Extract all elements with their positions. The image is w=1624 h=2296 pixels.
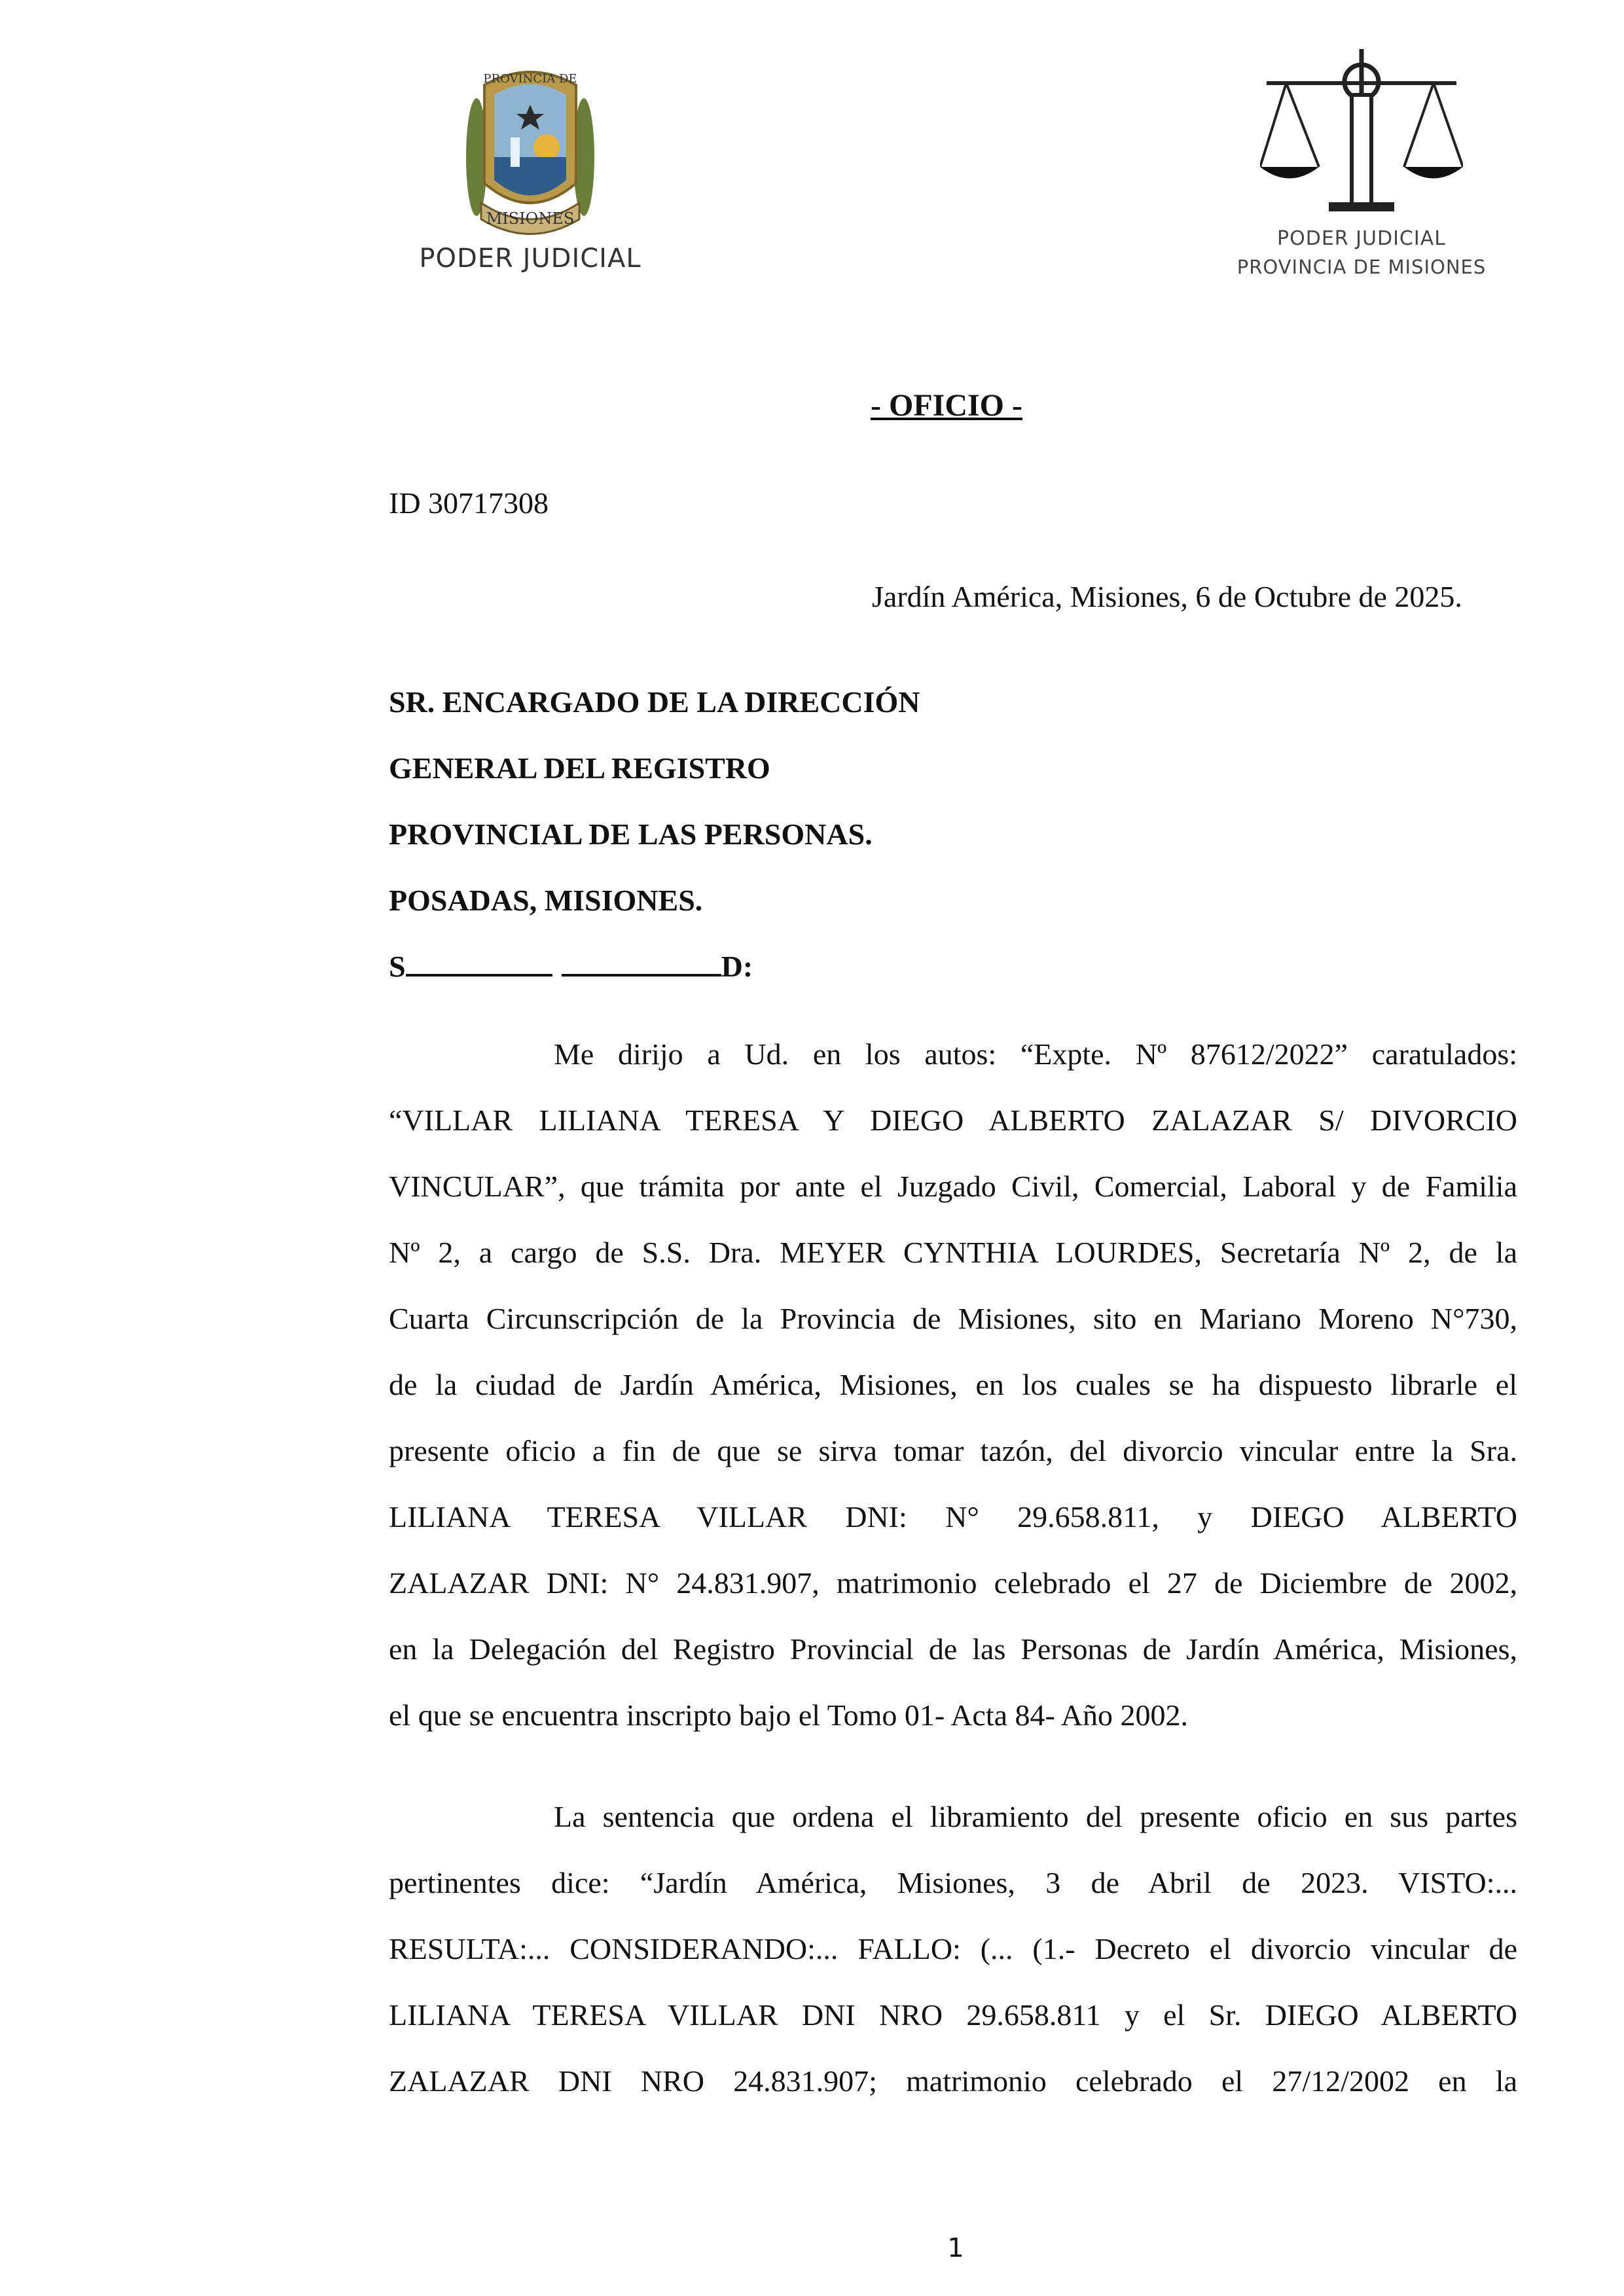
document-date: Jardín América, Misiones, 6 de Octubre de 2025. bbox=[872, 580, 1462, 613]
paragraph-line: el que se encuentra inscripto bajo el Tomo 01- Acta 84- Año 2002. bbox=[389, 1698, 1189, 1732]
salutation-blank bbox=[562, 948, 721, 977]
poder-judicial-scales-logo bbox=[1224, 43, 1499, 291]
paragraph-line: Cuarta Circunscripción de la Provincia de Misiones, sito en Mariano Moreno N°730, bbox=[389, 1302, 1517, 1335]
paragraph-line: LILIANA TERESA VILLAR DNI NRO 29.658.811 y el Sr. DIEGO ALBERTO bbox=[389, 1998, 1517, 2032]
paragraph-line: Nº 2, a cargo de S.S. Dra. MEYER CYNTHIA LOURDES, Secretaría Nº 2, de la bbox=[389, 1236, 1517, 1269]
salutation-end: D: bbox=[721, 950, 753, 983]
paragraph-line: ZALAZAR DNI NRO 24.831.907; matrimonio celebrado el 27/12/2002 en la bbox=[389, 2064, 1517, 2098]
salutation-line bbox=[389, 933, 920, 999]
body-paragraph-1 bbox=[389, 1021, 1517, 1748]
addressee-block bbox=[389, 669, 920, 999]
salutation-start: S bbox=[389, 950, 406, 983]
paragraph-line: pertinentes dice: “Jardín América, Misiones, 3 de Abril de 2023. VISTO:... bbox=[389, 1866, 1517, 1899]
addressee-line: GENERAL DEL REGISTRO bbox=[389, 751, 770, 785]
document-id: ID 30717308 bbox=[389, 486, 549, 520]
misiones-seal-icon bbox=[458, 59, 602, 242]
svg-text:PROVINCIA DE: PROVINCIA DE bbox=[483, 72, 577, 86]
paragraph-line: ZALAZAR DNI: N° 24.831.907, matrimonio celebrado el 27 de Diciembre de 2002, bbox=[389, 1566, 1517, 1600]
paragraph-line: presente oficio a fin de que se sirva tomar tazón, del divorcio vincular entre la Sra. bbox=[389, 1434, 1517, 1467]
body-paragraph-2 bbox=[389, 1784, 1517, 2114]
scales-of-justice-icon bbox=[1260, 43, 1463, 219]
salutation-blank bbox=[406, 948, 552, 977]
paragraph-line: VINCULAR”, que trámita por ante el Juzgado Civil, Comercial, Laboral y de Familia bbox=[389, 1170, 1517, 1203]
addressee-line: PROVINCIAL DE LAS PERSONAS. bbox=[389, 817, 873, 851]
page-number: 1 bbox=[947, 2233, 964, 2263]
paragraph-line: La sentencia que ordena el libramiento del presente oficio en sus partes bbox=[554, 1800, 1517, 1833]
paragraph-line: LILIANA TERESA VILLAR DNI: N° 29.658.811, y DIEGO ALBERTO bbox=[389, 1500, 1517, 1534]
paragraph-line: de la ciudad de Jardín América, Misiones, en los cuales se ha dispuesto librarle el bbox=[389, 1368, 1517, 1401]
paragraph-line: Me dirijo a Ud. en los autos: “Expte. Nº 87612/2022” caratulados: bbox=[554, 1037, 1517, 1071]
paragraph-line: RESULTA:... CONSIDERANDO:... FALLO: (... (1.- Decreto el divorcio vincular de bbox=[389, 1932, 1517, 1965]
poder-judicial-seal-logo bbox=[406, 59, 655, 281]
right-logo-caption-1: PODER JUDICIAL bbox=[1277, 227, 1446, 250]
paragraph-line: “VILLAR LILIANA TERESA Y DIEGO ALBERTO ZALAZAR S/ DIVORCIO bbox=[389, 1103, 1517, 1137]
addressee-line: POSADAS, MISIONES. bbox=[389, 884, 703, 917]
paragraph-line: en la Delegación del Registro Provincial de las Personas de Jardín América, Misiones, bbox=[389, 1632, 1517, 1666]
document-title: - OFICIO - bbox=[871, 388, 1022, 423]
right-logo-caption-2: PROVINCIA DE MISIONES bbox=[1236, 256, 1487, 278]
addressee-line: SR. ENCARGADO DE LA DIRECCIÓN bbox=[389, 685, 920, 719]
svg-text:MISIONES: MISIONES bbox=[486, 209, 575, 228]
left-logo-caption: PODER JUDICIAL bbox=[419, 243, 641, 274]
